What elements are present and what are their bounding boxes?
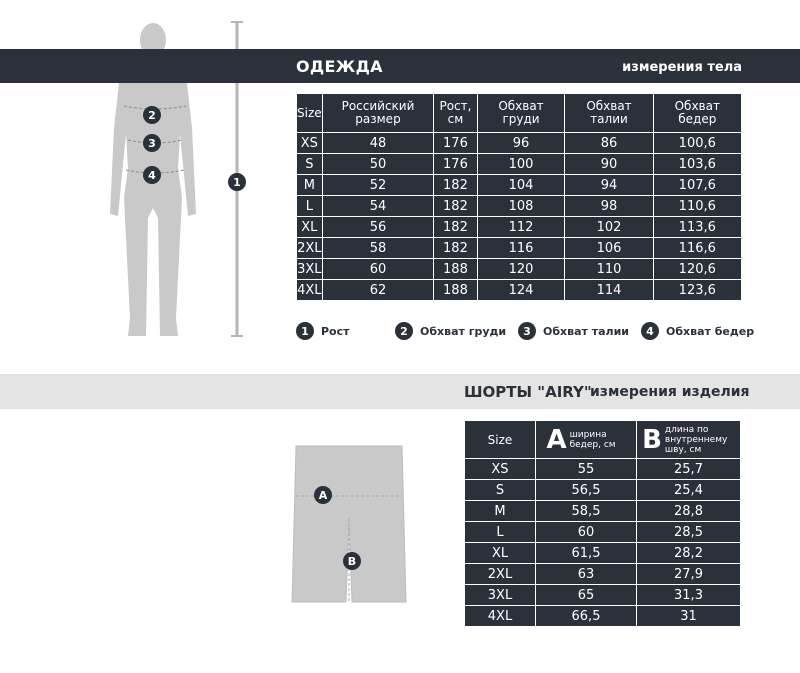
marker-4: 4 — [143, 166, 161, 184]
cell: 116,6 — [653, 238, 741, 259]
table-row — [297, 280, 742, 301]
cell: 66,5 — [536, 606, 637, 627]
header-cell-a — [536, 421, 637, 459]
cell: 104 — [477, 175, 565, 196]
cell: 123,6 — [653, 280, 741, 301]
cell: 182 — [434, 217, 477, 238]
cell: 110 — [565, 259, 653, 280]
cell: 90 — [565, 154, 653, 175]
cell: 182 — [434, 175, 477, 196]
header-cell: Size — [465, 421, 536, 459]
cell: 25,4 — [637, 480, 741, 501]
letter-b: B — [642, 424, 662, 455]
letter-a: A — [546, 424, 567, 455]
header-cell: Обхват талии — [565, 94, 653, 133]
legend-number: 2 — [395, 322, 413, 340]
cell: 176 — [434, 133, 477, 154]
cell: 2XL — [465, 564, 536, 585]
cell: 54 — [322, 196, 434, 217]
shorts-size-table — [464, 420, 741, 627]
table-row — [465, 606, 741, 627]
cell: 176 — [434, 154, 477, 175]
cell: 188 — [434, 280, 477, 301]
cell: L — [465, 522, 536, 543]
cell: 55 — [536, 459, 637, 480]
legend-item-hips — [641, 320, 754, 342]
cell: 110,6 — [653, 196, 741, 217]
cell: L — [297, 196, 323, 217]
cell: 31,3 — [637, 585, 741, 606]
table-row — [465, 543, 741, 564]
legend-label: Обхват бедер — [666, 324, 755, 338]
cell: 62 — [322, 280, 434, 301]
marker-2: 2 — [143, 106, 161, 124]
table-row — [297, 196, 742, 217]
cell: 25,7 — [637, 459, 741, 480]
cell: S — [465, 480, 536, 501]
cell: 58 — [322, 238, 434, 259]
cell: 28,5 — [637, 522, 741, 543]
cell: 120 — [477, 259, 565, 280]
table-row — [297, 238, 742, 259]
cell: 3XL — [297, 259, 323, 280]
cell: 56 — [322, 217, 434, 238]
cell: 4XL — [297, 280, 323, 301]
header-cell-b — [637, 421, 741, 459]
table-row — [465, 522, 741, 543]
marker-a: A — [314, 486, 332, 504]
cell: 100,6 — [653, 133, 741, 154]
legend-number: 1 — [296, 322, 314, 340]
cell: 27,9 — [637, 564, 741, 585]
shorts-title: ШОРТЫ "AIRY" — [464, 383, 592, 401]
cell: 108 — [477, 196, 565, 217]
cell: 31 — [637, 606, 741, 627]
cell: 28,8 — [637, 501, 741, 522]
cell: 50 — [322, 154, 434, 175]
cell: XS — [465, 459, 536, 480]
cell: M — [465, 501, 536, 522]
shorts-subtitle: измерения изделия — [590, 384, 750, 400]
table-row — [297, 154, 742, 175]
legend-number: 4 — [641, 322, 659, 340]
table-row — [297, 133, 742, 154]
clothing-size-table — [296, 93, 742, 301]
cell: S — [297, 154, 323, 175]
legend-item-height — [296, 320, 350, 342]
legend-item-waist — [518, 320, 629, 342]
table-row — [465, 501, 741, 522]
legend-label: Обхват груди — [420, 324, 507, 338]
col-b-label: длина по внутреннему шву, см — [664, 424, 728, 455]
clothing-subtitle: измерения тела — [622, 60, 742, 75]
clothing-header-band — [0, 49, 800, 83]
header-cell: Обхват бедер — [653, 94, 741, 133]
cell: M — [297, 175, 323, 196]
cell: 98 — [565, 196, 653, 217]
header-cell: Российский размер — [322, 94, 434, 133]
cell: 2XL — [297, 238, 323, 259]
cell: XL — [465, 543, 536, 564]
cell: 182 — [434, 238, 477, 259]
cell: 112 — [477, 217, 565, 238]
marker-3: 3 — [143, 134, 161, 152]
cell: 28,2 — [637, 543, 741, 564]
cell: 103,6 — [653, 154, 741, 175]
cell: 114 — [565, 280, 653, 301]
cell: 56,5 — [536, 480, 637, 501]
cell: 100 — [477, 154, 565, 175]
table-row — [297, 259, 742, 280]
shorts-header-band — [0, 374, 800, 409]
table-row — [297, 217, 742, 238]
legend-label: Обхват талии — [543, 324, 629, 338]
cell: 60 — [536, 522, 637, 543]
table-row — [465, 480, 741, 501]
legend-item-chest — [395, 320, 506, 342]
marker-b: B — [343, 552, 361, 570]
header-cell: Рост, см — [434, 94, 477, 133]
legend-label: Рост — [321, 324, 350, 338]
cell: 52 — [322, 175, 434, 196]
table-row — [465, 585, 741, 606]
table-row — [465, 564, 741, 585]
marker-1: 1 — [228, 173, 246, 191]
cell: XS — [297, 133, 323, 154]
cell: 60 — [322, 259, 434, 280]
shorts-icon — [290, 442, 408, 604]
legend-number: 3 — [518, 322, 536, 340]
cell: 182 — [434, 196, 477, 217]
cell: 48 — [322, 133, 434, 154]
table-row — [465, 459, 741, 480]
cell: 113,6 — [653, 217, 741, 238]
cell: 65 — [536, 585, 637, 606]
cell: 61,5 — [536, 543, 637, 564]
table-header-row — [465, 421, 741, 459]
cell: 3XL — [465, 585, 536, 606]
header-cell: Size — [297, 94, 323, 133]
cell: 94 — [565, 175, 653, 196]
cell: 120,6 — [653, 259, 741, 280]
cell: 116 — [477, 238, 565, 259]
cell: XL — [297, 217, 323, 238]
clothing-title: ОДЕЖДА — [296, 57, 383, 76]
col-a-label: ширина бедер, см — [569, 429, 616, 450]
cell: 96 — [477, 133, 565, 154]
cell: 106 — [565, 238, 653, 259]
cell: 188 — [434, 259, 477, 280]
cell: 58,5 — [536, 501, 637, 522]
cell: 4XL — [465, 606, 536, 627]
cell: 102 — [565, 217, 653, 238]
table-row — [297, 175, 742, 196]
cell: 63 — [536, 564, 637, 585]
cell: 124 — [477, 280, 565, 301]
cell: 86 — [565, 133, 653, 154]
table-header-row — [297, 94, 742, 133]
header-cell: Обхват груди — [477, 94, 565, 133]
cell: 107,6 — [653, 175, 741, 196]
